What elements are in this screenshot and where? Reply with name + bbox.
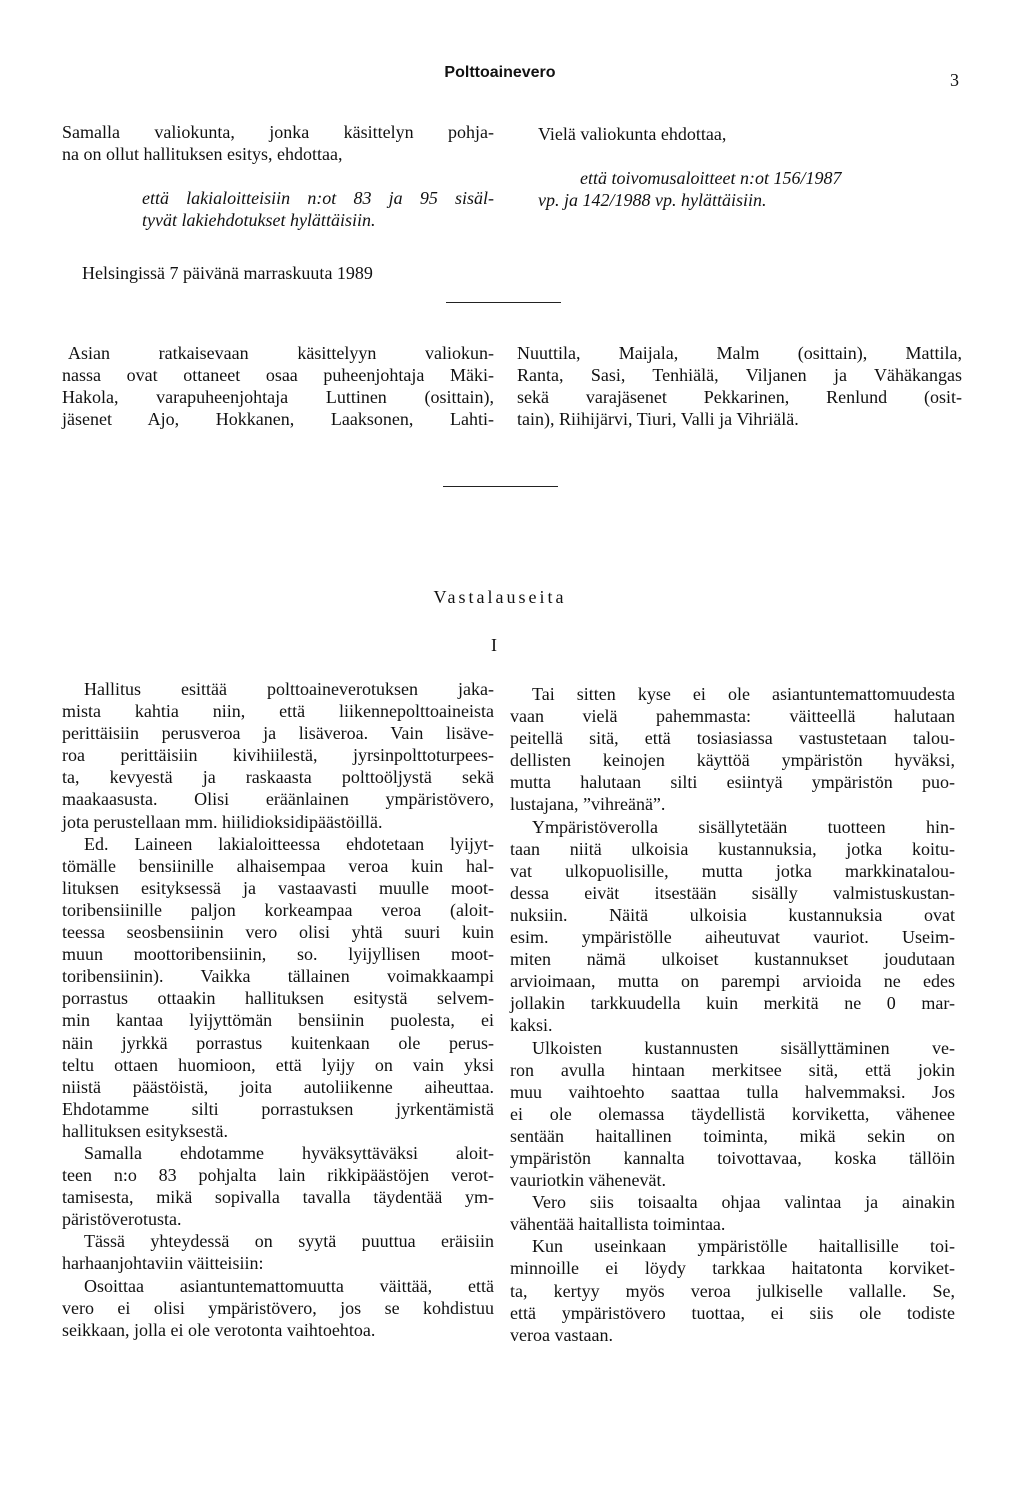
section-title: Vastalauseita — [433, 587, 567, 607]
members-left — [62, 342, 494, 430]
text-line: hallituksen esityksestä. — [62, 1120, 228, 1141]
text-line: ron avulla hintaan merkitsee sitä, että jokin — [510, 1059, 955, 1080]
text-line: nuksiin. Näitä ulkoisia kustannuksia ovat — [510, 904, 955, 925]
text-line: na on ollut hallituksen esitys, ehdottaa, — [62, 144, 343, 164]
text-line: muun moottoribensiinin, so. lyijyllisen moot- — [62, 944, 494, 965]
text-line: lituksen esityksessä ja vastaavasti muulle moot- — [62, 877, 494, 898]
text-line: tömälle bensiinille alhaisempaa veroa kuin hal- — [62, 855, 494, 876]
dissent-column-left — [62, 678, 494, 1341]
text-line: jäsenet Ajo, Hokkanen, Laaksonen, Lahti- — [62, 409, 494, 429]
text-line: vauriotkin vähenevät. — [510, 1170, 666, 1191]
text-line: Tässä yhteydessä on syytä puuttua eräisiin — [84, 1231, 494, 1252]
committee-proposal-right — [538, 123, 970, 211]
text-line: porrastus ottaakin hallituksen esitystä selvem- — [62, 988, 494, 1009]
text-line: vero ei olisi ympäristövero, jos se kohdistuu — [62, 1297, 494, 1318]
text-line: toribensiinille paljon korkeampaa veroa (aloit- — [62, 899, 494, 920]
text-line: teessa seosbensiinin vero olisi yhtä suuri kuin — [62, 922, 494, 943]
text-line: min kantaa lyijyttömän bensiinin puolesta, ei — [62, 1010, 494, 1031]
text-line: Vielä valiokunta ehdottaa, — [538, 124, 727, 144]
committee-proposal-left — [62, 121, 494, 231]
text-line: esim. ympäristölle aiheutuvat vauriot. Useim- — [510, 927, 955, 948]
text-line: vähentää haitallista toimintaa. — [510, 1214, 726, 1235]
running-header — [0, 64, 1000, 82]
text-line: jollakin tarkkuudella kuin merkitä ne 0 mar- — [510, 993, 955, 1014]
text-line: Samalla ehdotamme hyväksyttäväksi aloit- — [84, 1142, 494, 1163]
text-line: niistä päästöistä, joita autoliikenne aiheuttaa. — [62, 1076, 494, 1097]
text-line: että toivomusaloitteet n:ot 156/1987 — [580, 168, 842, 188]
text-line: muu vaihtoehto saattaa tulla halvemmaksi. Jos — [510, 1081, 955, 1102]
text-line: sekä varajäsenet Pekkarinen, Renlund (osit- — [517, 387, 962, 407]
section-numeral: I — [491, 635, 497, 655]
text-line: Osoittaa asiantuntemattomuutta väittää, että — [84, 1275, 494, 1296]
text-line: nassa ovat ottaneet osaa puheenjohtaja Mäki- — [62, 365, 494, 385]
page-number: 3 — [950, 70, 959, 90]
text-line: Ulkoisten kustannusten sisällyttäminen ve- — [532, 1037, 955, 1058]
text-line: taan niitä ulkoisia kustannuksia, jotka koitu- — [510, 838, 955, 859]
text-line: tain), Riihijärvi, Tiuri, Valli ja Vihriälä. — [517, 409, 799, 429]
text-line: ei ole olemassa täydellistä korviketta, vähenee — [510, 1103, 955, 1124]
text-line: seikkaan, jolla ei ole verotonta vaihtoehtoa. — [62, 1319, 376, 1340]
text-line: Ranta, Sasi, Tenhiälä, Viljanen ja Vähäkangas — [517, 365, 962, 385]
text-line: Kun useinkaan ympäristölle haitallisille toi- — [532, 1236, 955, 1257]
text-line: Nuuttila, Maijala, Malm (osittain), Mattila, — [517, 343, 962, 363]
text-line: Hakola, varapuheenjohtaja Luttinen (osittain), — [62, 387, 494, 407]
text-line: arvioimaan, mutta on parempi arvioida ne edes — [510, 971, 955, 992]
text-line: mutta halutaan silti esiintyä ympäristön puo- — [510, 772, 955, 793]
text-line: tamisesta, mikä sopivalla tavalla täydentää ym- — [62, 1187, 494, 1208]
text-line: teen n:o 83 pohjalta lain rikkipäästöjen verot- — [62, 1165, 494, 1186]
members-right — [517, 342, 962, 430]
text-line: jota perustellaan mm. hiilidioksidipäästöillä. — [62, 811, 383, 832]
text-line: Hallitus esittää polttoaineverotuksen jaka- — [84, 679, 494, 699]
text-line: Asian ratkaisevaan käsittelyyn valiokun- — [68, 343, 494, 363]
text-line: Ed. Laineen lakialoitteessa ehdotetaan lyijyt- — [84, 833, 494, 854]
text-line: Samalla valiokunta, jonka käsittelyn pohja- — [62, 122, 494, 142]
text-line: veroa vastaan. — [510, 1324, 613, 1345]
text-line: Vero siis toisaalta ohjaa valintaa ja ainakin — [532, 1192, 955, 1213]
text-line: Ehdotamme silti porrastuksen jyrkentämistä — [62, 1098, 494, 1119]
text-line: miten nämä ulkoiset kustannukset joudutaan — [510, 949, 955, 970]
text-line: Tai sitten kyse ei ole asiantuntemattomuudesta — [532, 684, 955, 704]
text-line: että lakialoitteisiin n:ot 83 ja 95 sisäl- — [142, 188, 494, 208]
text-line: ympäristön kannalta toivottavaa, koska tällöin — [510, 1147, 955, 1168]
text-line: minnoille ei löydy tarkkaa haitatonta korviket- — [510, 1258, 955, 1279]
text-line: perittäisiin perusveroa ja lisäveroa. Vain lisäve- — [62, 723, 494, 744]
text-line: teltu ottaen huomioon, että lyijy on vain yksi — [62, 1054, 494, 1075]
text-line: mista kahtia niin, että liikennepolttoaineista — [62, 701, 494, 722]
text-line: ta, kevyestä ja raskaasta polttoöljystä sekä — [62, 767, 494, 788]
text-line: dessa eivät itsestään sisälly valmistuskustan- — [510, 882, 955, 903]
divider — [443, 486, 558, 487]
text-line: dellisten keinojen käyttöä ympäristön hyväksi, — [510, 750, 955, 771]
page-title: Polttoainevero — [444, 64, 556, 81]
text-line: ta, kertyy myös veroa julkiselle vallalle. Se, — [510, 1280, 955, 1301]
dateline: Helsingissä 7 päivänä marraskuuta 1989 — [82, 263, 373, 283]
text-line: että ympäristövero tuottaa, ei siis ole todiste — [510, 1302, 955, 1323]
text-line: kaksi. — [510, 1015, 553, 1036]
text-line: peitellä sitä, että tosiasiassa vastustetaan talou- — [510, 728, 955, 749]
text-line: roa perittäisiin kivihiilestä, jyrsinpolttoturpees- — [62, 745, 494, 766]
divider — [446, 302, 561, 303]
text-line: vat ulkopuolisille, mutta jotka markkinatalou- — [510, 860, 955, 881]
text-line: toribensiinin). Vaikka tällainen voimakkaampi — [62, 966, 494, 987]
text-line: harhaanjohtaviin väitteisiin: — [62, 1253, 264, 1274]
text-line: vp. ja 142/1988 vp. hylättäisiin. — [538, 190, 767, 210]
text-line: tyvät lakiehdotukset hylättäisiin. — [142, 210, 376, 230]
text-line: päristöverotusta. — [62, 1209, 182, 1230]
text-line: lustajana, ”vihreänä”. — [510, 794, 666, 815]
text-line: näin jyrkkä porrastus kuitenkaan ole perus- — [62, 1032, 494, 1053]
text-line: vaan vielä pahemmasta: väitteellä halutaan — [510, 706, 955, 727]
text-line: sentään haitallinen toiminta, mikä sekin on — [510, 1125, 955, 1146]
text-line: maakaasusta. Olisi eräänlainen ympäristövero, — [62, 789, 494, 810]
dissent-column-right — [510, 683, 955, 1346]
text-line: Ympäristöverolla sisällytetään tuotteen hin- — [532, 816, 955, 837]
